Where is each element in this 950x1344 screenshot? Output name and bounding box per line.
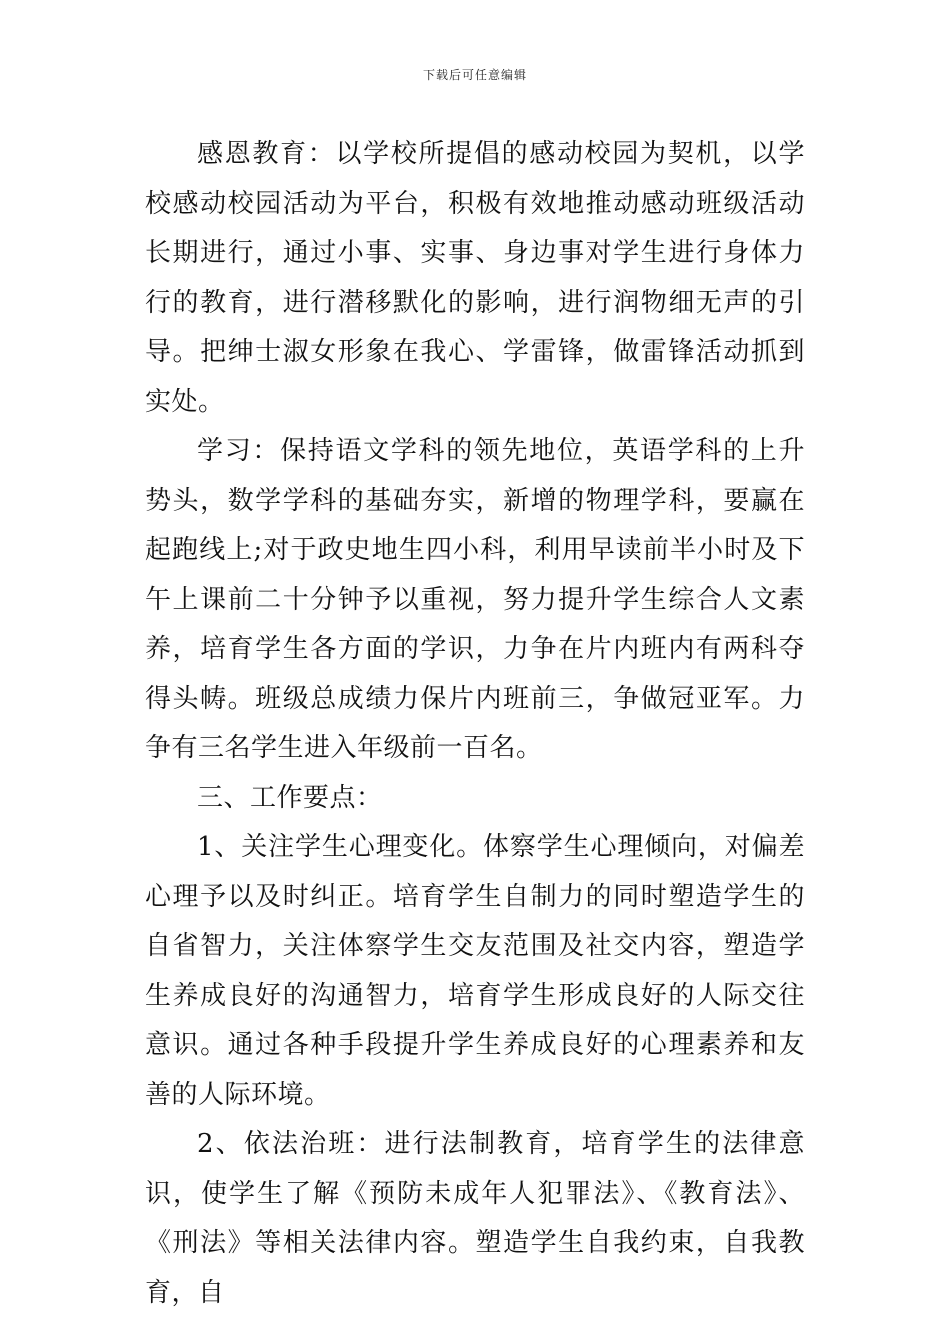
paragraph-point-2-law: 2、依法治班：进行法制教育，培育学生的法律意识，使学生了解《预防未成年人犯罪法》、《教育法》、《刑法》等相关法律内容。塑造学生自我约束，自我教育，自	[145, 1129, 805, 1308]
paragraph-study: 学习：保持语文学科的领先地位，英语学科的上升势头，数学学科的基础夯实，新增的物理学科，要赢在起跑线上;对于政史地生四小科，利用早读前半小时及下午上课前二十分钟予以重视，努力提升学生综合人文素养，培育学生各方面的学识，力争在片内班内有两科夺得头帱。班级总成绩力保片内班前三，争做冠亚军。力争有三名学生进入年级前一百名。	[145, 436, 805, 763]
document-body	[145, 130, 805, 1318]
header-note: 下载后可任意编辑	[422, 68, 527, 82]
section-heading-work-points: 三、工作要点：	[197, 782, 383, 813]
paragraph-gratitude-education: 感恩教育：以学校所提倡的感动校园为契机，以学校感动校园活动为平台，积极有效地推动感动班级活动长期进行，通过小事、实事、身边事对学生进行身体力行的教育，进行潜移默化的影响，进行润物细无声的引导。把绅士淑女形象在我心、学雷锋，做雷锋活动抓到实处。	[145, 139, 805, 417]
paragraph-point-1-psychology: 1、关注学生心理变化。体察学生心理倾向，对偏差心理予以及时纠正。培育学生自制力的同时塑造学生的自省智力，关注体察学生交友范围及社交内容，塑造学生养成良好的沟通智力，培育学生形成良好的人际交往意识。通过各种手段提升学生养成良好的心理素养和友善的人际环境。	[145, 832, 805, 1110]
